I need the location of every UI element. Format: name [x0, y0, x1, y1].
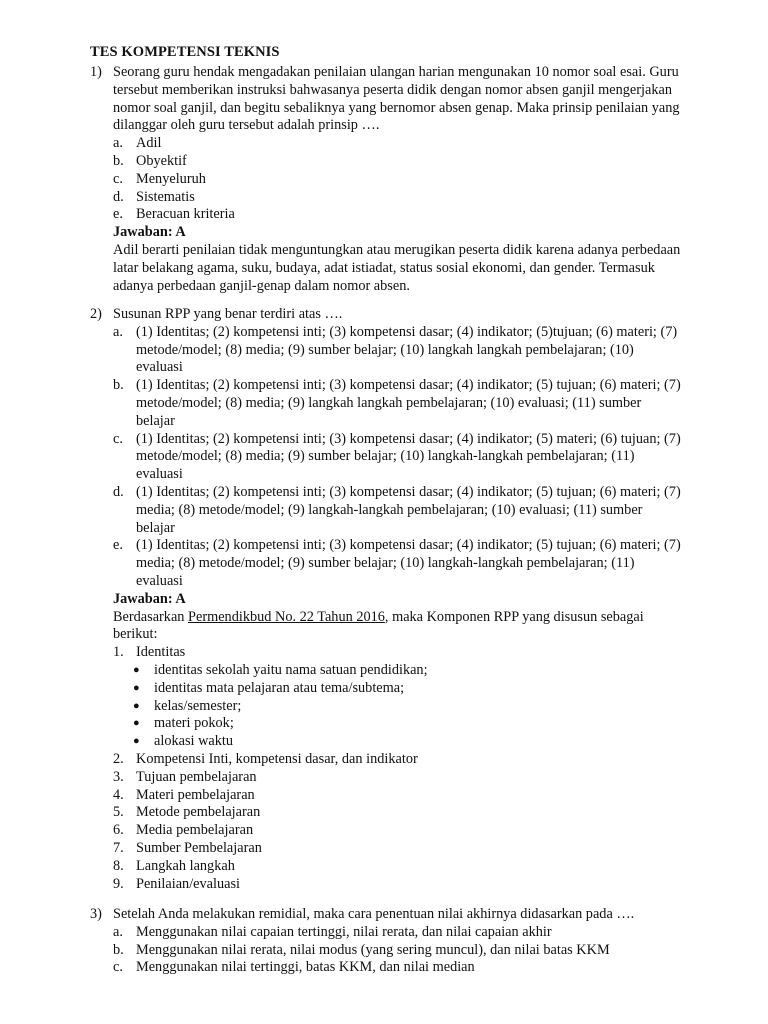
option-a: [113, 135, 683, 153]
option-text: Menggunakan nilai tertinggi, batas KKM, dan nilai median: [136, 959, 475, 976]
list-text: Materi pembelajaran: [136, 786, 255, 803]
option-letter: e.: [113, 206, 123, 223]
list-item: [113, 822, 683, 840]
question-2-number: 2): [90, 306, 102, 322]
bullet-item: [113, 680, 683, 698]
document-title: TES KOMPETENSI TEKNIS: [90, 44, 280, 60]
question-1: [113, 64, 683, 295]
option-d: [113, 189, 683, 207]
option-c: [113, 959, 683, 977]
list-number: 3.: [113, 768, 124, 785]
list-number: 1.: [113, 644, 124, 661]
list-item: [113, 644, 683, 662]
explanation-prefix: Berdasarkan: [113, 608, 189, 625]
list-item: [113, 804, 683, 822]
list-item: [113, 840, 683, 858]
option-c: [113, 431, 683, 484]
option-letter: b.: [113, 377, 124, 394]
question-2-options: [113, 324, 683, 591]
bullet-icon: ●: [133, 735, 140, 748]
list-item: [113, 751, 683, 769]
option-a: [113, 324, 683, 377]
bullet-text: alokasi waktu: [154, 733, 234, 750]
question-3: [113, 906, 683, 977]
option-b: [113, 153, 683, 171]
option-text: (1) Identitas; (2) kompetensi inti; (3) kompetensi dasar; (4) indikator; (5) tujuan; (6) materi; (7) metode/model; (8) media; (9) langkah langkah pembelajaran; (10) evaluasi; (11) sumber belajar: [136, 377, 681, 429]
option-text: (1) Identitas; (2) kompetensi inti; (3) kompetensi dasar; (4) indikator; (5) tujuan; (6) materi; (7) media; (8) metode/model; (9) sumber belajar; (10) langkah-langkah pembelajaran; (11) evaluasi: [136, 537, 681, 589]
bullet-text: materi pokok;: [154, 715, 234, 732]
question-2-answer: Jawaban: A: [113, 590, 186, 607]
option-text: Menyeluruh: [136, 170, 206, 187]
option-c: [113, 171, 683, 189]
option-letter: b.: [113, 941, 124, 958]
list-item: [113, 858, 683, 876]
bullet-item: [113, 662, 683, 680]
option-d: [113, 484, 683, 537]
question-3-number: 3): [90, 906, 102, 922]
list-text: Media pembelajaran: [136, 822, 254, 839]
option-a: [113, 924, 683, 942]
option-letter: b.: [113, 152, 124, 169]
list-number: 4.: [113, 786, 124, 803]
regulation-reference: Permendikbud No. 22 Tahun 2016: [188, 608, 385, 625]
option-text: (1) Identitas; (2) kompetensi inti; (3) kompetensi dasar; (4) indikator; (5)tujuan; (6) materi; (7) metode/model; (8) media; (9) sumber belajar; (10) langkah langkah pembelajaran; (10) evaluasi: [136, 323, 678, 376]
option-text: Sistematis: [136, 188, 195, 205]
option-letter: d.: [113, 483, 124, 500]
question-1-text: Seorang guru hendak mengadakan penilaian ulangan harian mengunakan 10 nomor soal esai. Guru tersebut memberikan instruksi bahwasanya peserta didik dengan nomor absen ganjil mengerjakan nomor soal ganjil, dan begitu sebaliknya yang bernomor absen genap. Maka prinsip penilaian yang dilanggar oleh guru tersebut adalah prinsip ….: [113, 64, 680, 134]
list-text: Kompetensi Inti, kompetensi dasar, dan indikator: [136, 750, 418, 767]
list-text: Tujuan pembelajaran: [136, 768, 257, 785]
option-letter: c.: [113, 959, 123, 976]
option-text: (1) Identitas; (2) kompetensi inti; (3) kompetensi dasar; (4) indikator; (5) tujuan; (6) materi; (7) media; (8) metode/model; (9) langkah-langkah pembelajaran; (10) evaluasi; (11) sumber belajar: [136, 483, 681, 536]
option-b: [113, 377, 683, 430]
bullet-item: [113, 698, 683, 716]
option-text: Menggunakan nilai capaian tertinggi, nilai rerata, dan nilai capaian akhir: [136, 923, 552, 940]
option-letter: a.: [113, 923, 123, 940]
question-2-explanation: [113, 609, 683, 645]
option-text: Menggunakan nilai rerata, nilai modus (yang sering muncul), dan nilai batas KKM: [136, 941, 610, 958]
question-2-text: Susunan RPP yang benar terdiri atas ….: [113, 306, 343, 322]
question-1-answer: Jawaban: A: [113, 224, 186, 241]
question-3-text: Setelah Anda melakukan remidial, maka cara penentuan nilai akhirnya didasarkan pada ….: [113, 906, 635, 922]
option-letter: a.: [113, 135, 123, 152]
option-letter: c.: [113, 170, 123, 187]
list-text: Penilaian/evaluasi: [136, 875, 241, 892]
list-number: 2.: [113, 750, 124, 767]
option-e: [113, 537, 683, 590]
bullet-icon: ●: [133, 663, 140, 676]
option-text: Adil: [136, 135, 162, 152]
list-number: 5.: [113, 804, 124, 821]
option-letter: d.: [113, 188, 124, 205]
bullet-icon: ●: [133, 717, 140, 730]
explanation-suffix: , maka Komponen RPP yang disusun sebagai berikut:: [113, 608, 644, 643]
option-letter: e.: [113, 537, 123, 554]
list-text: Identitas: [136, 644, 186, 661]
question-2: [113, 306, 683, 893]
question-1-number: 1): [90, 64, 102, 80]
option-text: (1) Identitas; (2) kompetensi inti; (3) kompetensi dasar; (4) indikator; (5) materi; (6) tujuan; (7) metode/model; (8) media; (9) sumber belajar; (10) langkah-langkah pembelajaran; (11) evaluasi: [136, 430, 681, 483]
option-letter: a.: [113, 323, 123, 340]
bullet-text: kelas/semester;: [154, 697, 242, 714]
list-item: [113, 876, 683, 894]
list-item: [113, 769, 683, 787]
list-text: Metode pembelajaran: [136, 804, 261, 821]
list-item: [113, 787, 683, 805]
option-letter: c.: [113, 430, 123, 447]
question-1-explanation: Adil berarti penilaian tidak menguntungkan atau merugikan peserta didik karena adanya perbedaan latar belakang agama, suku, budaya, adat istiadat, status sosial ekonomi, dan gender. Termasuk adanya perbedaan ganjil-genap dalam nomor absen.: [113, 241, 681, 294]
question-3-options: [113, 924, 683, 977]
bullet-icon: ●: [133, 699, 140, 712]
option-e: [113, 206, 683, 224]
option-text: Obyektif: [136, 152, 187, 169]
list-text: Sumber Pembelajaran: [136, 839, 262, 856]
bullet-text: identitas mata pelajaran atau tema/subtema;: [154, 679, 405, 696]
bullet-item: [113, 733, 683, 751]
option-text: Beracuan kriteria: [136, 206, 235, 223]
list-text: Langkah langkah: [136, 857, 235, 874]
bullet-icon: ●: [133, 681, 140, 694]
question-1-options: [113, 135, 683, 224]
list-number: 8.: [113, 857, 124, 874]
rpp-components-list: [113, 644, 683, 893]
list-number: 7.: [113, 839, 124, 856]
list-number: 6.: [113, 822, 124, 839]
bullet-item: [113, 715, 683, 733]
bullet-text: identitas sekolah yaitu nama satuan pendidikan;: [154, 661, 428, 678]
list-number: 9.: [113, 875, 124, 892]
option-b: [113, 942, 683, 960]
